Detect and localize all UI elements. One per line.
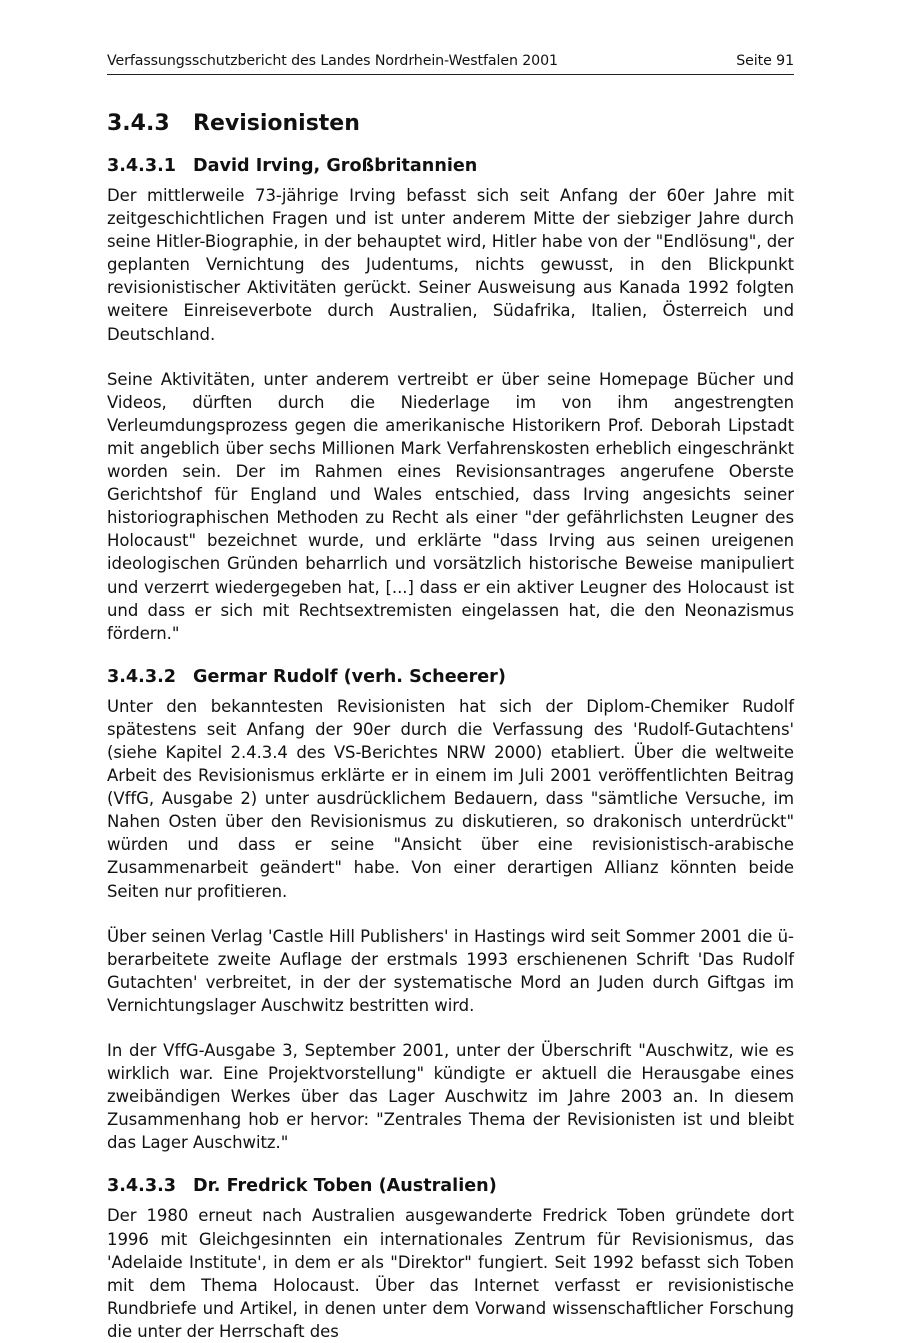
running-header [107,51,794,71]
page-body [107,96,794,1343]
subsection-number: 3.4.3.2 [107,666,177,687]
subsection-heading [107,154,794,178]
paragraph: Der mittlerweile 73-jährige Irving befasst sich seit Anfang der 60er Jahre mit zeitgeschichtlichen Fragen und ist unter anderem Mitte der siebziger Jahre durch seine Hitler-Biographie, in der behauptet wird, Hitler habe von der "Endlösung", der geplanten Vernichtung des Judentums, nichts gewusst, in den Blickpunkt revisionistischer Aktivitäten gerückt. Seiner Ausweisung aus Kanada 1992 folgten weitere Einreiseverbote durch Australien, Südafrika, Italien, Österreich und Deutschland. [107,186,794,344]
subsection-title: David Irving, Großbritannien [193,156,478,176]
paragraph: Unter den bekanntesten Revisionisten hat sich der Diplom-Chemiker Rudolf spätestens seit Anfang der 90er durch die Verfassung des 'Rudolf-Gutachtens' (siehe Kapitel 2.4.3.4 des VS-Berichtes NRW 2000) etabliert. Über die weltweite Arbeit des Revisionismus erklärte er in einem im Juli 2001 veröffentlichten Beitrag (VffG, Ausgabe 2) unter ausdrücklichem Bedauern, dass "sämtliche Versuche, im Nahen Osten über den Revisionismus zu diskutieren, so drakonisch unterdrückt" würden und dass er seine "Ansicht über eine revisionistisch-arabische Zusammenarbeit geändert" habe. Von einer derartigen Allianz könnten beide Seiten nur profitieren. [107,696,794,901]
section-number: 3.4.3 [107,111,170,136]
subsection-number: 3.4.3.3 [107,1176,177,1197]
subsection-heading [107,1174,794,1198]
header-title: Verfassungsschutzbericht des Landes Nordrhein-Westfalen 2001 [107,53,558,69]
subsection-title: Dr. Fredrick Toben (Australien) [193,1176,497,1197]
section-title: Revisionisten [193,111,360,136]
section-heading [107,110,794,138]
subsection-heading [107,665,794,689]
subsection-title: Germar Rudolf (verh. Scheerer) [193,666,506,687]
header-rule [107,74,794,75]
paragraph: Seine Aktivitäten, unter anderem vertreibt er über seine Homepage Bücher und Videos, dürften durch die Niederlage im von ihm angestrengten Verleumdungsprozess gegen die amerikanische Historikern Prof. Deborah Lipstadt mit angeblich über sechs Millionen Mark Verfahrenskosten erheblich eingeschränkt worden sein. Der im Rahmen eines Revisionsantrages angerufene Oberste Gerichtshof für England und Wales entschied, dass Irving angesichts seiner historiographischen Methoden zu Recht als einer "der gefährlichsten Leugner des Holocaust" bezeichnet wurde, und erklärte "dass Irving aus seinen ureigenen ideologischen Gründen beharrlich und vorsätzlich historische Beweise manipuliert und verzerrt wiedergegeben hat, [...] dass er ein aktiver Leugner des Holocaust ist und dass er sich mit Rechtsextremisten eingelassen hat, die den Neonazismus fördern." [107,369,794,643]
paragraph: Der 1980 erneut nach Australien ausgewanderte Fredrick Toben gründete dort 1996 mit Gleichgesinnten ein internationales Zentrum für Revisionismus, das 'Adelaide Institute', in dem er als "Direktor" fungiert. Seit 1992 befasst sich Toben mit dem Thema Holocaust. Über das Internet verfasst er revisionistische Rundbriefe und Artikel, in denen unter dem Vorwand wissenschaftlicher Forschung die unter der Herrschaft des [107,1206,794,1341]
paragraph: Über seinen Verlag 'Castle Hill Publishers' in Hastings wird seit Sommer 2001 die überarbeitete zweite Auflage der erstmals 1993 erschienenen Schrift 'Das Rudolf Gutachten' verbreitet, in der der systematische Mord an Juden durch Giftgas im Vernichtungslager Auschwitz bestritten wird. [107,926,794,1015]
subsection-number: 3.4.3.1 [107,156,177,176]
page-number: Seite 91 [736,53,794,69]
paragraph: In der VffG-Ausgabe 3, September 2001, unter der Überschrift "Auschwitz, wie es wirklich war. Eine Projektvorstellung" kündigte er aktuell die Herausgabe eines zweibändigen Werkes über das Lager Auschwitz im Jahre 2003 an. In diesem Zusammenhang hob er hervor: "Zentrales Thema der Revisionisten ist und bleibt das Lager Auschwitz." [107,1041,794,1153]
